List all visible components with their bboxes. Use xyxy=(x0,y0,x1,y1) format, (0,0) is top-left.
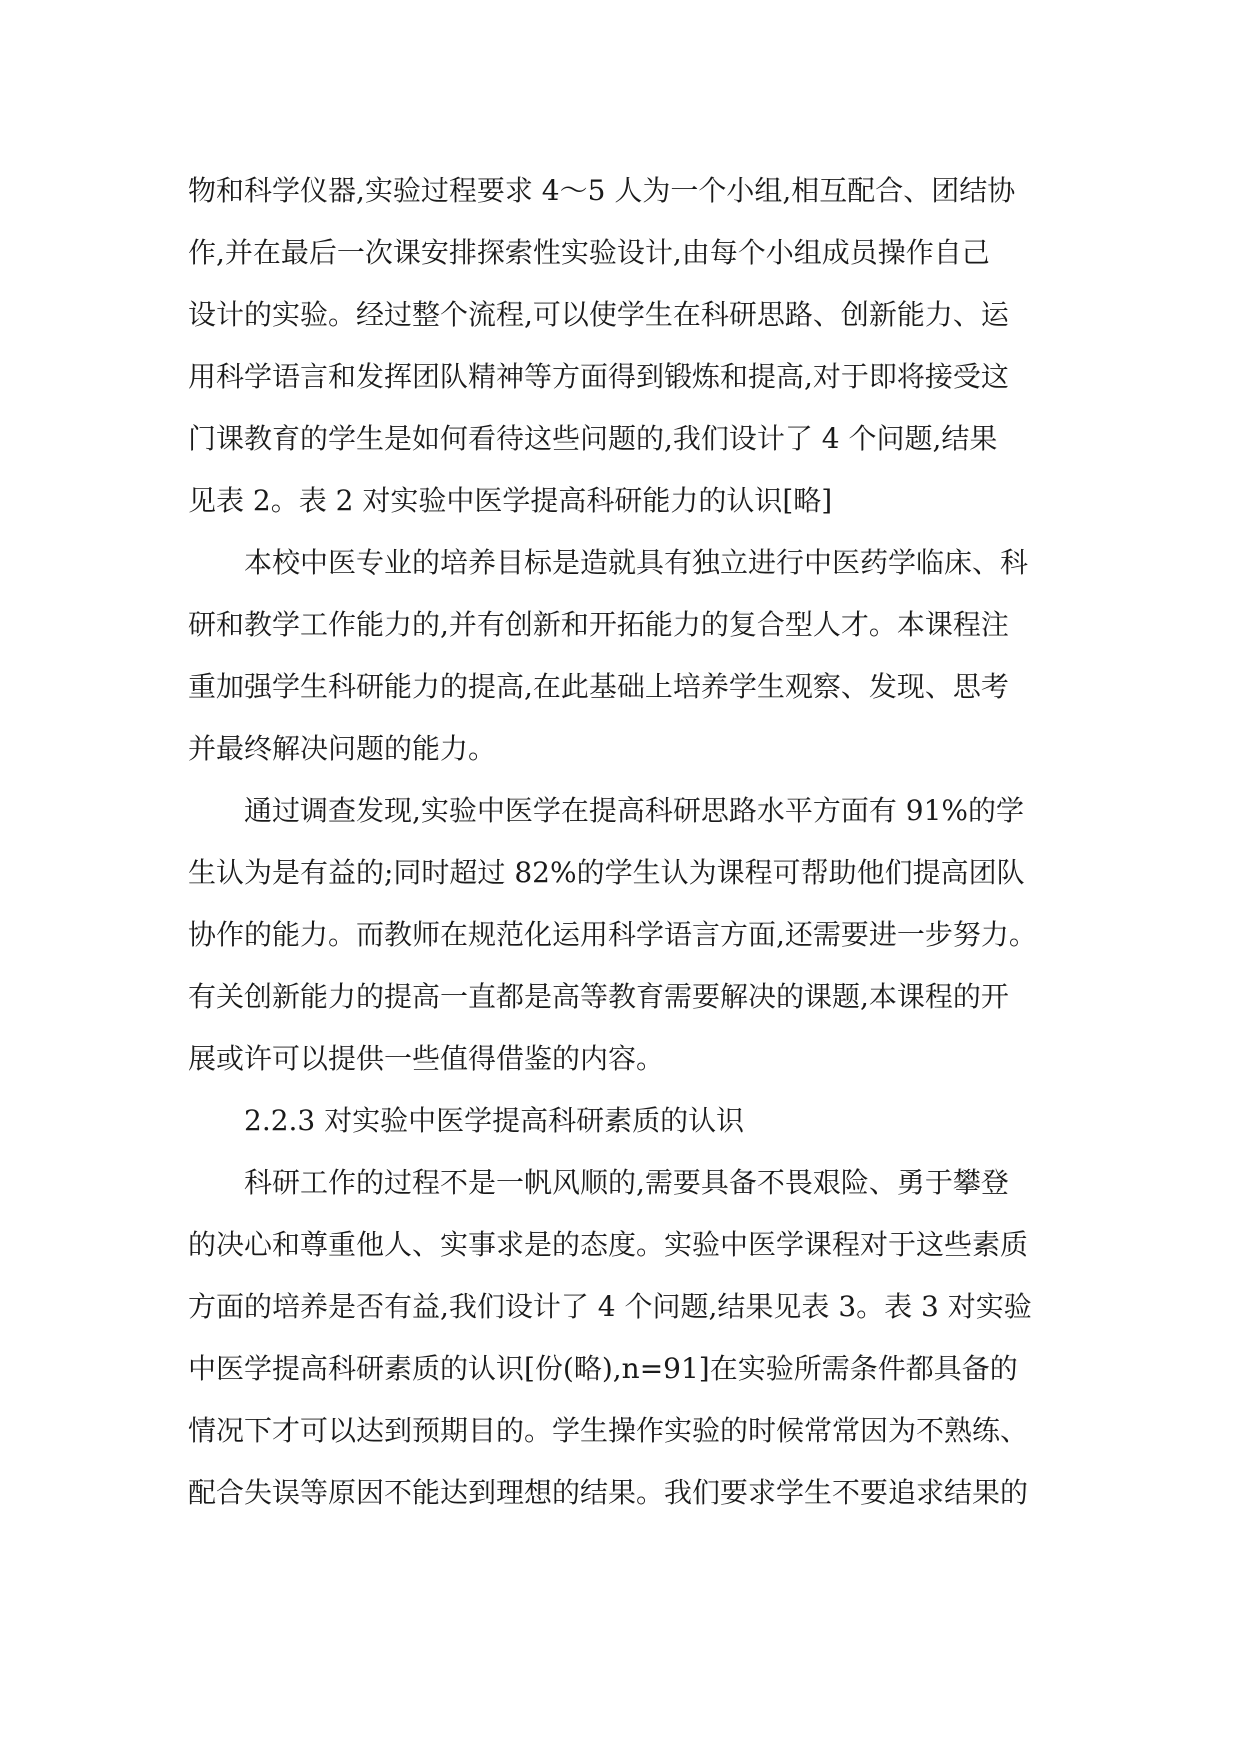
text-line: 展或许可以提供一些值得借鉴的内容。 xyxy=(188,1042,665,1075)
text-line: 方面的培养是否有益,我们设计了 4 个问题,结果见表 3。表 3 对实验 xyxy=(188,1290,1032,1323)
text-line: 协作的能力。而教师在规范化运用科学语言方面,还需要进一步努力。 xyxy=(188,918,1037,951)
text-line: 的决心和尊重他人、实事求是的态度。实验中医学课程对于这些素质 xyxy=(188,1228,1029,1261)
paragraph-4 xyxy=(188,1152,1058,1524)
text-line: 并最终解决问题的能力。 xyxy=(188,732,497,765)
section-heading-text: 2.2.3 对实验中医学提高科研素质的认识 xyxy=(244,1104,745,1137)
text-line: 科研工作的过程不是一帆风顺的,需要具备不畏艰险、勇于攀登 xyxy=(244,1166,1009,1199)
text-line: 中医学提高科研素质的认识[份(略),n=91]在实验所需条件都具备的 xyxy=(188,1352,1018,1385)
text-line: 重加强学生科研能力的提高,在此基础上培养学生观察、发现、思考 xyxy=(188,670,1009,703)
section-heading xyxy=(188,1090,1058,1152)
text-line: 见表 2。表 2 对实验中医学提高科研能力的认识[略] xyxy=(188,484,833,517)
text-line: 本校中医专业的培养目标是造就具有独立进行中医药学临床、科 xyxy=(244,546,1029,579)
text-line: 情况下才可以达到预期目的。学生操作实验的时候常常因为不熟练、 xyxy=(188,1414,1029,1447)
body-text xyxy=(188,160,1058,1524)
text-line: 门课教育的学生是如何看待这些问题的,我们设计了 4 个问题,结果 xyxy=(188,422,998,455)
text-line: 通过调查发现,实验中医学在提高科研思路水平方面有 91%的学 xyxy=(244,794,1025,827)
text-line: 物和科学仪器,实验过程要求 4～5 人为一个小组,相互配合、团结协 xyxy=(188,174,1016,207)
paragraph-1 xyxy=(188,160,1058,532)
text-line: 研和教学工作能力的,并有创新和开拓能力的复合型人才。本课程注 xyxy=(188,608,1009,641)
text-line: 有关创新能力的提高一直都是高等教育需要解决的课题,本课程的开 xyxy=(188,980,1009,1013)
text-line: 作,并在最后一次课安排探索性实验设计,由每个小组成员操作自己 xyxy=(188,236,990,269)
paragraph-3 xyxy=(188,780,1058,1090)
text-line: 设计的实验。经过整个流程,可以使学生在科研思路、创新能力、运 xyxy=(188,298,1009,331)
text-line: 生认为是有益的;同时超过 82%的学生认为课程可帮助他们提高团队 xyxy=(188,856,1025,889)
text-line: 配合失误等原因不能达到理想的结果。我们要求学生不要追求结果的 xyxy=(188,1476,1029,1509)
paragraph-2 xyxy=(188,532,1058,780)
text-line: 用科学语言和发挥团队精神等方面得到锻炼和提高,对于即将接受这 xyxy=(188,360,1009,393)
